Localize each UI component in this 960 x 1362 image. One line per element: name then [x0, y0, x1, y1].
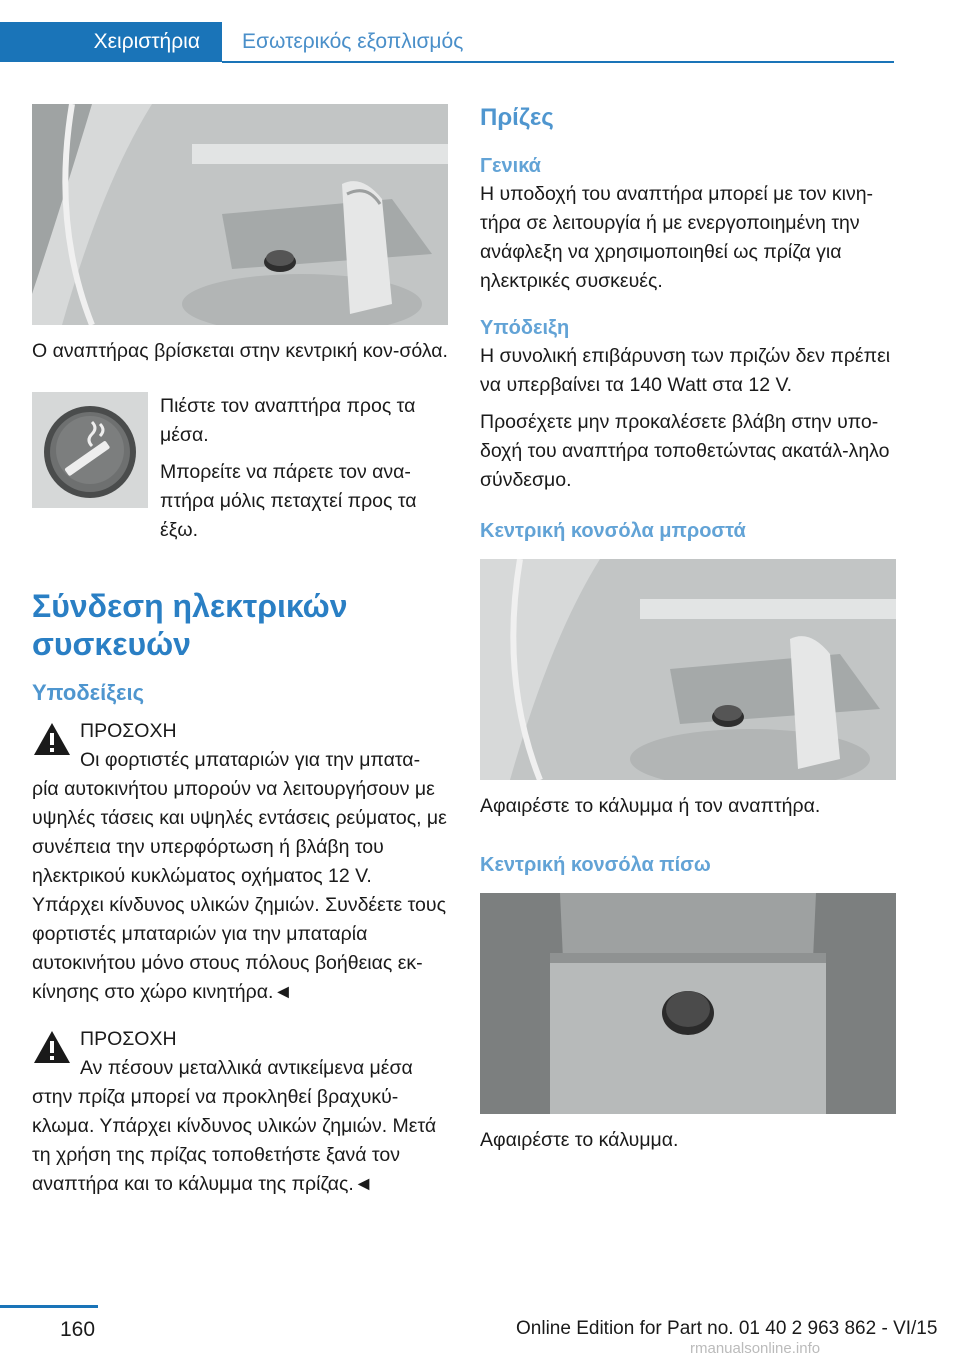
warning-icon	[32, 1029, 72, 1065]
warning-text-first: Αν πέσουν μεταλλικά αντικείμενα μέσα	[80, 1057, 413, 1079]
front-console-title: Κεντρική κονσόλα μπροστά	[480, 520, 746, 542]
warning-text: στην πρίζα μπορεί να προκληθεί βραχυκύ‐κλωμα. Υπάρχει κίνδυνος υλικών ζημιών. Μετά τη χρήση της πρίζας τοποθετήστε ξανά τον αναπτήρα και το κάλυμμα της πρίζας.◄	[32, 1086, 437, 1195]
hint-text-1: Η συνολική επιβάρυνση των πριζών δεν πρέπει να υπερβαίνει τα 140 Watt στα 12 V.	[480, 345, 891, 396]
warning-label: ΠΡΟΣΟΧΗ	[80, 720, 177, 742]
warning-text: ρία αυτοκινήτου μπορούν να λειτουργήσουν με υψηλές τάσεις και υψηλές εντάσεις ρεύματος, με συνέπεια την υπερφόρτωση ή βλάβη του ηλεκτρικού κυκλώματος οχήματος 12 V. Υπάρχει κίνδυνος υλικών ζημιών. Συνδέετε τους φορτιστές μπαταριών για την μπαταρία αυτοκινήτου μόνο στους πόλους βοήθειας εκ‐κίνησης στο χώρο κινητήρα.◄	[32, 778, 447, 1003]
warning-block-2	[32, 1025, 448, 1199]
lighter-steps	[160, 392, 448, 545]
rear-console-title: Κεντρική κονσόλα πίσω	[480, 854, 711, 876]
page-number: 160	[60, 1318, 96, 1341]
warning-icon	[32, 721, 72, 757]
header-rule	[222, 61, 894, 63]
sockets-heading: Πρίζες	[480, 104, 554, 131]
section-title: Σύνδεση ηλεκτρικών συσκευών	[32, 588, 348, 662]
hint-text-2: Προσέχετε μην προκαλέσετε βλάβη στην υπο‐δοχή του αναπτήρα τοποθετώντας ακατάλ‐ληλο σύνδεσμο.	[480, 411, 890, 491]
subsection-title: Υποδείξεις	[32, 680, 145, 705]
general-text: Η υποδοχή του αναπτήρα μπορεί με τον κινη‐τήρα σε λειτουργία ή με ενεργοποιημένη την ανάφλεξη να χρησιμοποιηθεί ως πρίζα για ηλεκτρικές συσκευές.	[480, 183, 874, 292]
lighter-button-photo	[32, 392, 148, 508]
hint-title: Υπόδειξη	[480, 317, 570, 339]
footer-rule	[0, 1305, 98, 1308]
lighter-step-press: Πιέστε τον αναπτήρα προς τα μέσα.	[160, 395, 416, 446]
console-lighter-photo	[32, 104, 448, 325]
warning-text-first: Οι φορτιστές μπαταριών για την μπατα‐	[80, 749, 421, 771]
right-column	[480, 104, 896, 1155]
rear-console-photo	[480, 893, 896, 1114]
edition-note: Online Edition for Part no. 01 40 2 963 862 - VI/15	[516, 1318, 938, 1339]
lighter-instructions	[32, 392, 448, 545]
general-title: Γενικά	[480, 155, 541, 177]
photo-caption: Ο αναπτήρας βρίσκεται στην κεντρική κον‐σόλα.	[32, 340, 448, 362]
rear-console-caption: Αφαιρέστε το κάλυμμα.	[480, 1129, 679, 1151]
page-header	[0, 0, 960, 64]
left-column	[32, 104, 448, 1199]
warning-block-1	[32, 717, 448, 1007]
warning-label: ΠΡΟΣΟΧΗ	[80, 1028, 177, 1050]
front-console-photo	[480, 559, 896, 780]
section-tab: Εσωτερικός εξοπλισμός	[242, 30, 464, 53]
chapter-tab: Χειριστήρια	[0, 22, 222, 62]
watermark: rmanualsonline.info	[690, 1340, 821, 1357]
front-console-caption: Αφαιρέστε το κάλυμμα ή τον αναπτήρα.	[480, 795, 821, 817]
lighter-step-remove: Μπορείτε να πάρετε τον ανα‐πτήρα μόλις πεταχτεί προς τα έξω.	[160, 461, 417, 541]
